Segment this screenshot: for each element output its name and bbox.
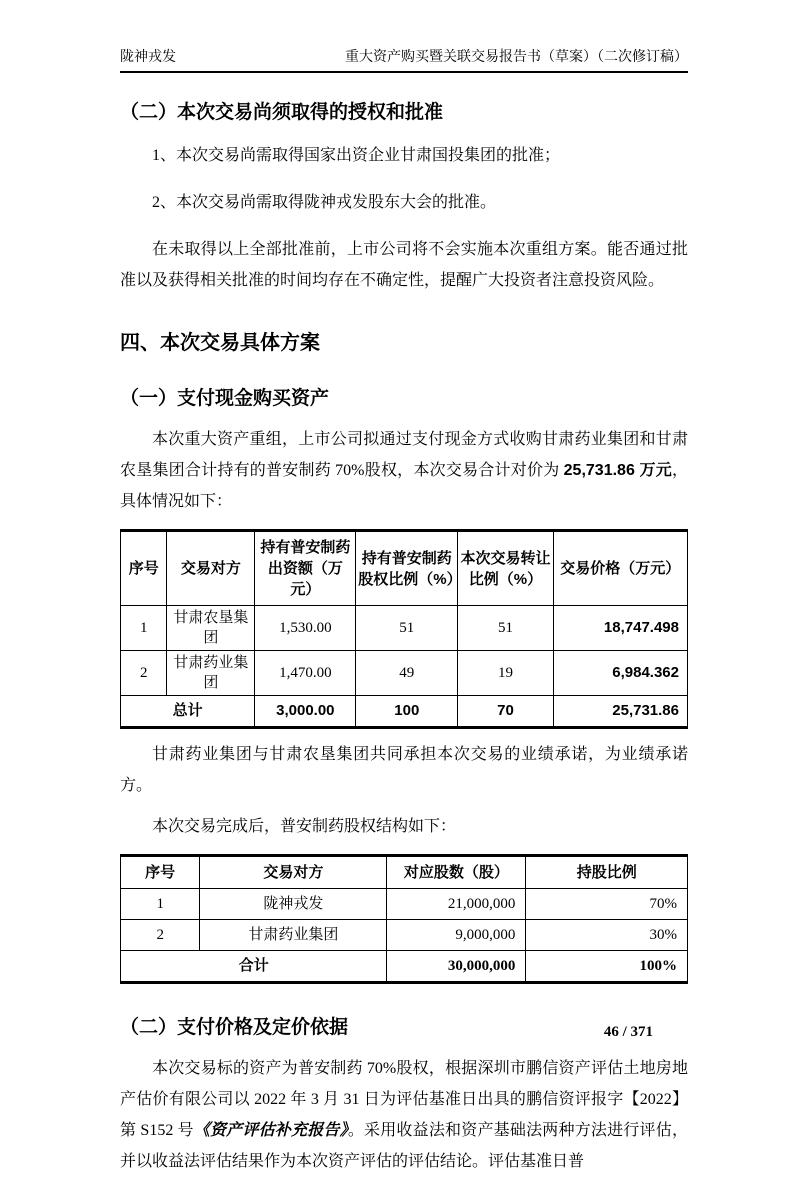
table1-r2-contribution: 1,470.00 [255,651,356,696]
table2-col-counterparty: 交易对方 [200,856,387,889]
valuation-report-title: 《资产评估补充报告》 [193,1122,348,1139]
table1-col-index: 序号 [121,531,167,606]
table-row [121,889,688,920]
table2-header-row [121,856,688,889]
table2-r1-ratio: 70% [526,889,688,920]
table1-col-equity-ratio: 持有普安制药股权比例（%） [356,531,458,606]
page-number: 46 / 371 [603,1024,653,1040]
table1-r2-price: 6,984.362 [553,651,687,696]
table2-total-shares: 30,000,000 [387,951,526,983]
cash-paragraph-lead: 本次重大资产重组，上市公司拟通过支付现金方式收购甘肃药业集团和甘肃农垦集团合计持有的普安制药 70%股权，本次交易合计对价为 [120,431,688,479]
table1-r2-counterparty: 甘肃药业集团 [167,651,255,696]
table1-r1-price: 18,747.498 [553,606,687,651]
header-document-title: 重大资产购买暨关联交易报告书（草案）（二次修订稿） [345,50,688,65]
heading-cash-purchase: （一）支付现金购买资产 [120,388,330,409]
table1-total-transfer-ratio: 70 [458,696,553,728]
cash-paragraph-tail: ，具体情况如下： [120,462,688,510]
table1-total-row [121,696,688,728]
table1-col-transfer-ratio: 本次交易转让比例（%） [458,531,553,606]
table2-total-ratio: 100% [526,951,688,983]
table2-r2-index: 2 [121,920,200,951]
table2-r2-holder: 甘肃药业集团 [200,920,387,951]
price-basis-paragraph [120,1053,688,1177]
table2-r1-holder: 陇神戎发 [200,889,387,920]
header-company-name: 陇神戎发 [120,50,176,65]
table2-col-shares: 对应股数（股） [387,856,526,889]
table1-total-label: 总计 [121,696,255,728]
auth-item-2: 2、本次交易尚需取得陇神戎发股东大会的批准。 [152,194,497,211]
equity-structure-intro: 本次交易完成后，普安制药股权结构如下： [152,818,457,835]
table2-total-label: 合计 [121,951,387,983]
cash-purchase-paragraph [120,424,688,517]
price-paragraph-lead: 本次交易标的资产为普安制药 70%股权，根据深圳市鹏信资产评估土地房地产估价有限公司以 2022 年 3 月 31 日为评估基准日出具的鹏信资评报字【2022】第 S152 号 [120,1060,688,1139]
heading-authorizations: （二）本次交易尚须取得的授权和批准 [120,102,444,123]
table2-total-row [121,951,688,983]
counterparty-price-table [120,529,688,729]
heading-chapter-four: 四、本次交易具体方案 [120,332,320,354]
running-header [120,48,688,73]
price-paragraph-tail: 。采用收益法和资产基础法两种方法进行评估，并以收益法评估结果作为本次资产评估的评估结论。评估基准日普 [120,1122,688,1170]
table1-r1-equity-ratio: 51 [356,606,458,651]
table1-r1-contribution: 1,530.00 [255,606,356,651]
table1-r1-counterparty: 甘肃农垦集团 [167,606,255,651]
total-consideration-bold: 25,731.86 万元 [563,462,672,479]
table1-total-price: 25,731.86 [553,696,687,728]
table1-col-price: 交易价格（万元） [553,531,687,606]
equity-structure-table [120,854,688,984]
table1-r2-transfer-ratio: 19 [458,651,553,696]
table2-r2-ratio: 30% [526,920,688,951]
table1-col-contribution: 持有普安制药出资额（万元） [255,531,356,606]
performance-commitment-paragraph: 甘肃药业集团与甘肃农垦集团共同承担本次交易的业绩承诺，为业绩承诺方。 [120,746,688,794]
auth-item-1: 1、本次交易尚需取得国家出资企业甘肃国投集团的批准； [152,147,561,164]
table2-col-index: 序号 [121,856,200,889]
heading-price-basis: （二）支付价格及定价依据 [120,1017,349,1038]
table-row [121,606,688,651]
table2-r1-shares: 21,000,000 [387,889,526,920]
table1-total-equity-ratio: 100 [356,696,458,728]
table2-r2-shares: 9,000,000 [387,920,526,951]
table1-col-counterparty: 交易对方 [167,531,255,606]
table1-r1-transfer-ratio: 51 [458,606,553,651]
table1-r1-index: 1 [121,606,167,651]
table1-total-contribution: 3,000.00 [255,696,356,728]
table1-r2-index: 2 [121,651,167,696]
table2-r1-index: 1 [121,889,200,920]
table1-r2-equity-ratio: 49 [356,651,458,696]
table-row [121,651,688,696]
table2-col-ratio: 持股比例 [526,856,688,889]
auth-paragraph: 在未取得以上全部批准前，上市公司将不会实施本次重组方案。能否通过批准以及获得相关批准的时间均存在不确定性，提醒广大投资者注意投资风险。 [120,241,688,289]
table-row [121,920,688,951]
table1-header-row [121,531,688,606]
